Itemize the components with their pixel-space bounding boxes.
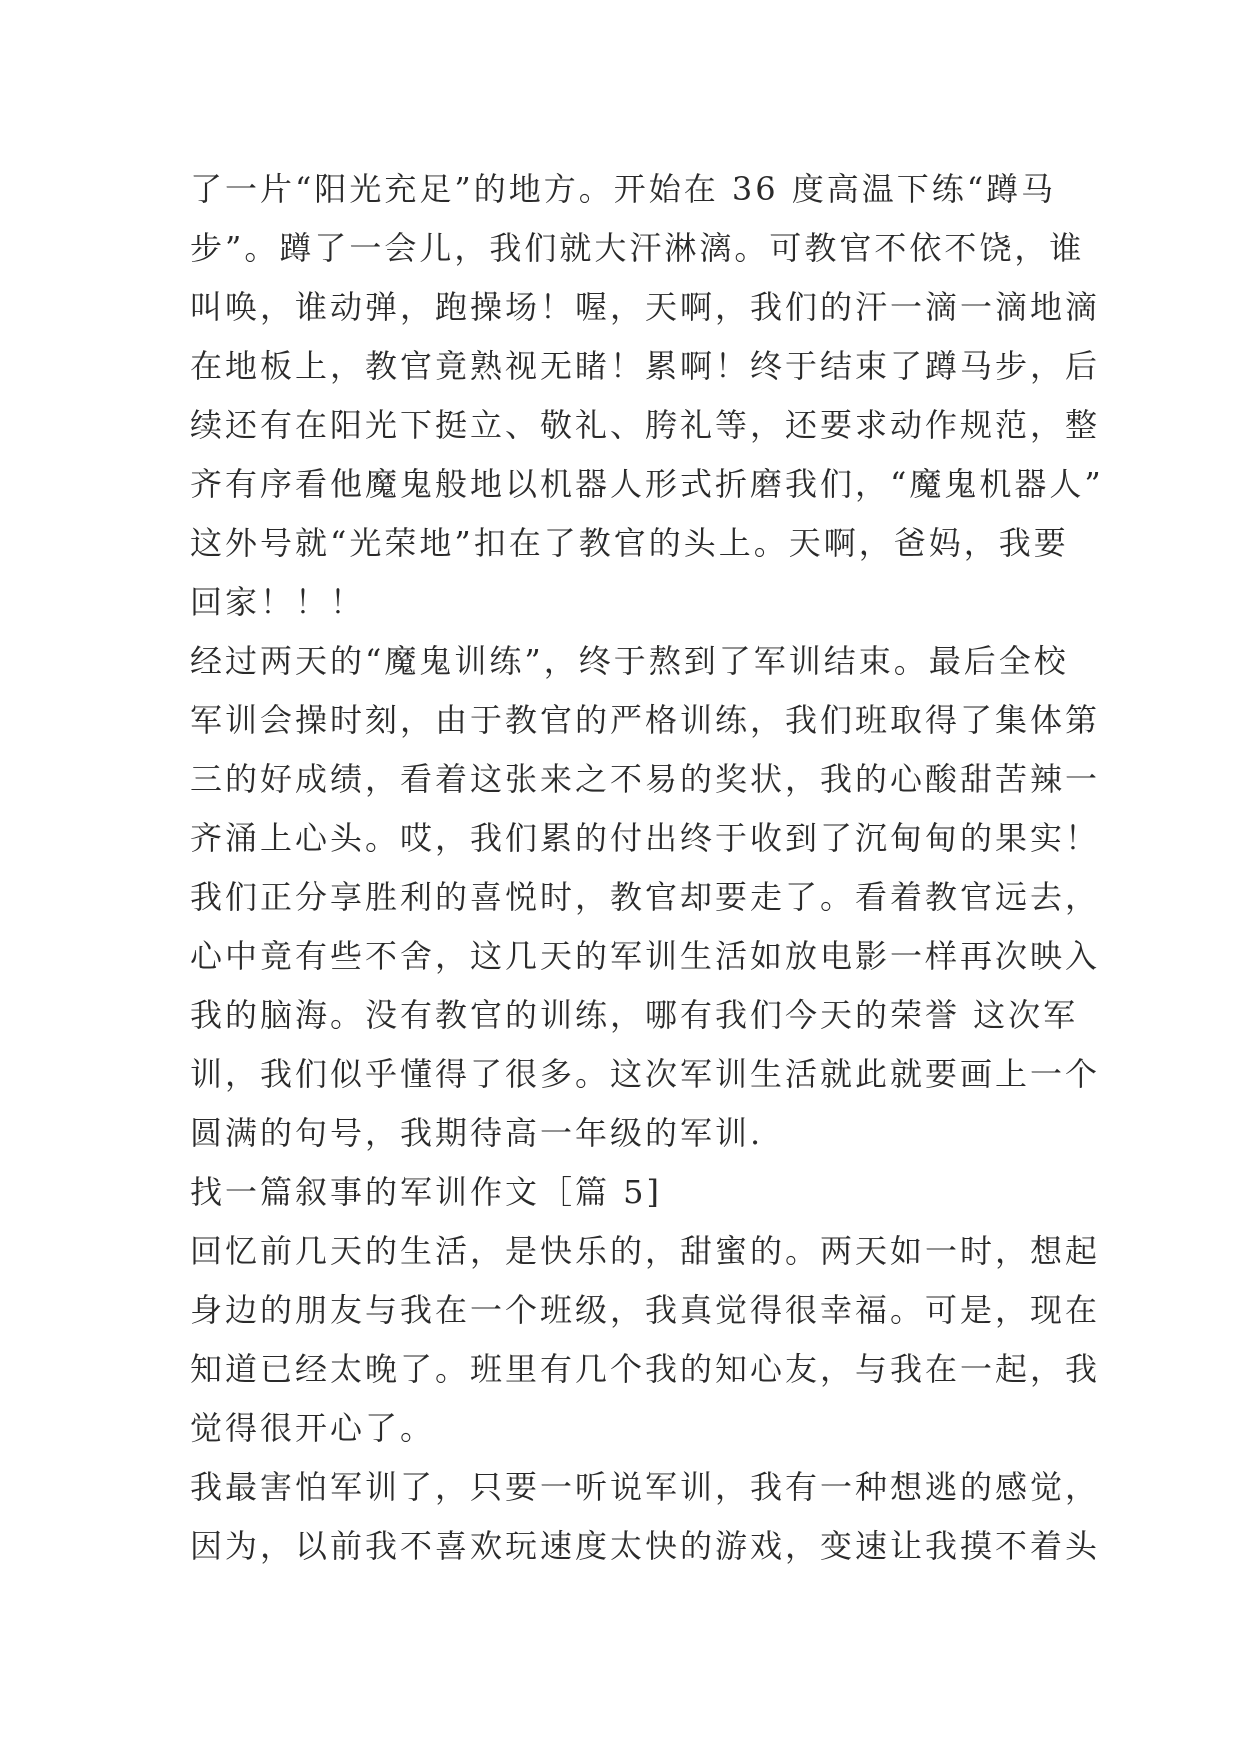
text-line: 齐有序看他魔鬼般地以机器人形式折磨我们，“魔鬼机器人” [190,465,1104,503]
text-line: 我最害怕军训了，只要一听说军训，我有一种想逃的感觉， [190,1468,1101,1506]
text-line: 我的脑海。没有教官的训练，哪有我们今天的荣誉 这次军 [190,996,1079,1034]
text-line: 叫唤，谁动弹，跑操场！喔，天啊，我们的汗一滴一滴地滴 [190,288,1101,326]
section-heading: 找一篇叙事的军训作文［篇 5] [190,1173,663,1211]
text-line: 在地板上，教官竟熟视无睹！累啊！终于结束了蹲马步，后 [190,347,1101,385]
text-line: 我们正分享胜利的喜悦时，教官却要走了。看着教官远去， [190,878,1101,916]
text-line: 经过两天的“魔鬼训练”，终于熬到了军训结束。最后全校 [190,642,1069,680]
text-line: 这外号就“光荣地”扣在了教官的头上。天啊，爸妈，我要 [190,524,1069,562]
text-line: 心中竟有些不舍，这几天的军训生活如放电影一样再次映入 [190,937,1101,975]
text-line: 身边的朋友与我在一个班级，我真觉得很幸福。可是，现在 [190,1291,1101,1329]
text-line: 了一片“阳光充足”的地方。开始在 36 度高温下练“蹲马 [190,170,1057,208]
text-line: 回家！！！ [190,583,366,621]
text-line: 步”。蹲了一会儿，我们就大汗淋漓。可教官不依不饶，谁 [190,229,1085,267]
text-line: 续还有在阳光下挺立、敬礼、胯礼等，还要求动作规范，整 [190,406,1101,444]
document-body [190,160,1104,1576]
text-line: 军训会操时刻，由于教官的严格训练，我们班取得了集体第 [190,701,1101,739]
text-line: 齐涌上心头。哎，我们累的付出终于收到了沉甸甸的果实！ [190,819,1101,857]
text-line: 三的好成绩，看着这张来之不易的奖状，我的心酸甜苦辣一 [190,760,1101,798]
text-line: 因为，以前我不喜欢玩速度太快的游戏，变速让我摸不着头 [190,1527,1101,1565]
text-line: 训，我们似乎懂得了很多。这次军训生活就此就要画上一个 [190,1055,1101,1093]
text-line: 觉得很开心了。 [190,1409,436,1447]
text-line: 回忆前几天的生活，是快乐的，甜蜜的。两天如一时，想起 [190,1232,1101,1270]
text-line: 圆满的句号，我期待高一年级的军训. [190,1114,764,1152]
text-line: 知道已经太晚了。班里有几个我的知心友，与我在一起，我 [190,1350,1101,1388]
